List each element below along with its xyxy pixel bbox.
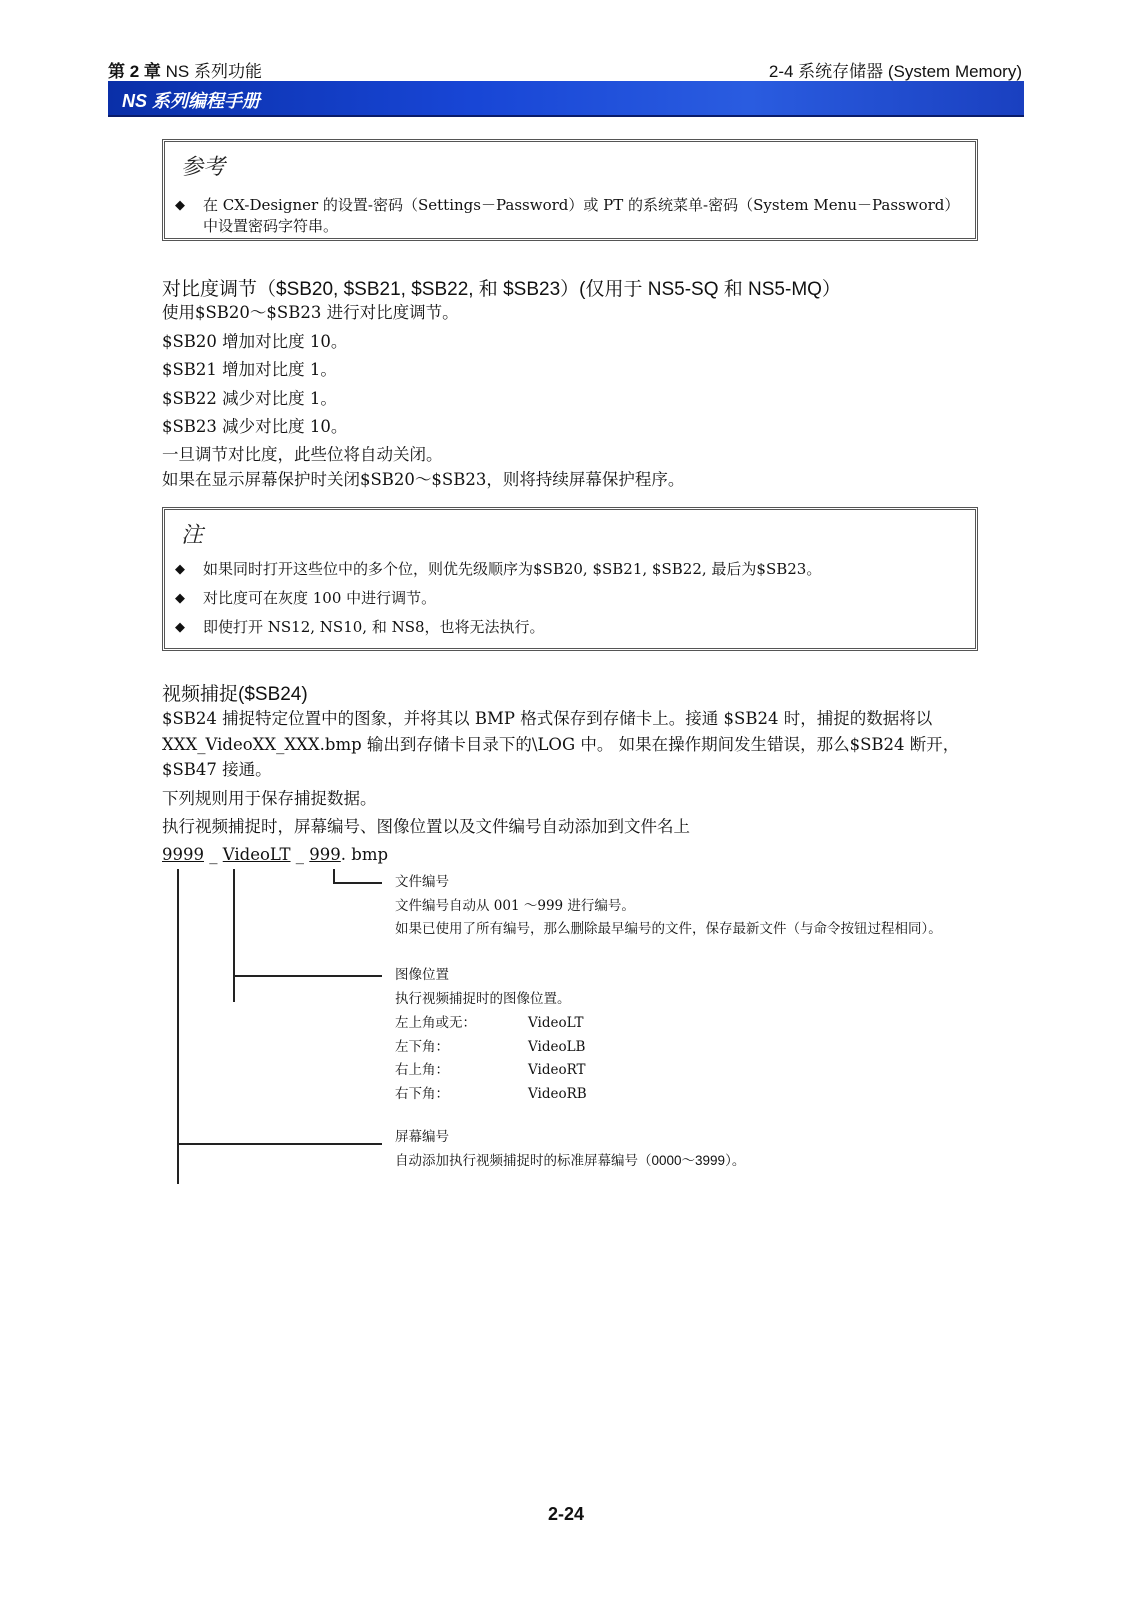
filename-example (162, 842, 388, 867)
filename-extension: . bmp (340, 845, 389, 864)
note-bullet (175, 559, 965, 580)
contrast-line: $SB21 增加对比度 1。 (162, 360, 337, 379)
contrast-line: $SB20 增加对比度 10。 (162, 332, 348, 351)
chapter-label: 第 2 章 (108, 62, 161, 81)
reference-line-2: 中设置密码字符串。 (203, 217, 339, 235)
video-heading: 视频捕捉($SB24) (162, 684, 308, 705)
diamond-bullet-icon: ◆ (175, 562, 185, 577)
filename-separator: _ (204, 845, 223, 864)
position-row-label: 右上角： (395, 1062, 449, 1078)
screen-number-desc: 自动添加执行视频捕捉时的标准屏幕编号（0000～3999）。 (395, 1153, 746, 1168)
note-box (162, 507, 978, 651)
position-row-label: 左上角或无： (395, 1015, 476, 1031)
page-number: 2-24 (548, 1504, 585, 1524)
position-row-value: VideoLT (528, 1015, 584, 1031)
note-bullet-text: 对比度可在灰度 100 中进行调节。 (203, 589, 437, 607)
diamond-bullet-icon: ◆ (175, 591, 185, 606)
section-header: 2-4 系统存储器 (System Memory) (768, 62, 1022, 81)
file-number-connector (333, 869, 335, 883)
note-title: 注 (181, 522, 204, 547)
position-row-value: VideoLB (528, 1039, 586, 1055)
file-number-title: 文件编号 (395, 874, 449, 890)
note-bullet-text: 如果同时打开这些位中的多个位，则优先级顺序为$SB20, $SB21, $SB22, 最后为$SB23。 (203, 560, 822, 578)
note-bullet (175, 588, 965, 609)
position-row-value: VideoRB (528, 1086, 587, 1102)
reference-line-1: 在 CX-Designer 的设置-密码（Settings－Password）或 PT 的系统菜单-密码（System Menu－Password） (203, 196, 960, 214)
file-number-desc: 文件编号自动从 001 ～999 进行编号。 (395, 898, 635, 914)
filename-separator: _ (290, 845, 310, 864)
contrast-line: $SB22 减少对比度 1。 (162, 389, 337, 408)
contrast-line: 如果在显示屏幕保护时关闭$SB20～$SB23，则将持续屏幕保护程序。 (162, 470, 685, 489)
image-position-connector (233, 869, 235, 1002)
filename-screen-number: 9999 (162, 845, 204, 864)
file-number-leader (333, 882, 382, 884)
rules-line: 下列规则用于保存捕捉数据。 (162, 789, 377, 808)
image-position-desc: 执行视频捕捉时的图像位置。 (395, 991, 571, 1007)
filename-file-number: 999 (309, 845, 341, 864)
reference-box (162, 139, 978, 241)
auto-append-line: 执行视频捕捉时，屏幕编号、图像位置以及文件编号自动添加到文件名上 (162, 817, 690, 836)
screen-number-leader (177, 1143, 382, 1145)
video-paragraph-line: $SB47 接通。 (162, 760, 272, 779)
image-position-leader (233, 975, 382, 977)
contrast-line: 一旦调节对比度，此些位将自动关闭。 (162, 445, 443, 464)
image-position-title: 图像位置 (395, 967, 449, 983)
video-paragraph-line: XXX_VideoXX_XXX.bmp 输出到存储卡目录下的\LOG 中。 如果在操作期间发生错误，那么$SB24 断开， (162, 735, 960, 754)
chapter-title: NS 系列功能 (165, 62, 262, 81)
contrast-heading: 对比度调节（$SB20, $SB21, $SB22, 和 $SB23）(仅用于 NS5-SQ 和 NS5-MQ） (162, 279, 841, 300)
position-row-label: 右下角： (395, 1086, 449, 1102)
note-bullet-text: 即使打开 NS12, NS10, 和 NS8，也将无法执行。 (203, 618, 545, 636)
position-row-label: 左下角： (395, 1039, 449, 1055)
position-row-value: VideoRT (528, 1062, 586, 1078)
screen-number-connector (177, 869, 179, 1184)
screen-number-title: 屏幕编号 (395, 1129, 449, 1145)
manual-banner (108, 81, 1024, 117)
chapter-header (108, 57, 262, 82)
file-number-desc: 如果已使用了所有编号，那么删除最早编号的文件，保存最新文件（与命令按钮过程相同）。 (395, 921, 942, 937)
diamond-bullet-icon: ◆ (175, 198, 185, 213)
reference-bullet (175, 195, 965, 237)
video-paragraph-line: $SB24 捕捉特定位置中的图象，并将其以 BMP 格式保存到存储卡上。接通 $SB24 时，捕捉的数据将以 (162, 709, 933, 728)
diamond-bullet-icon: ◆ (175, 620, 185, 635)
banner-title: NS 系列编程手册 (122, 91, 261, 111)
reference-title: 参考 (181, 154, 226, 179)
note-bullet (175, 617, 965, 638)
filename-image-position: VideoLT (222, 845, 291, 864)
contrast-line: $SB23 减少对比度 10。 (162, 417, 348, 436)
contrast-line: 使用$SB20～$SB23 进行对比度调节。 (162, 303, 459, 322)
